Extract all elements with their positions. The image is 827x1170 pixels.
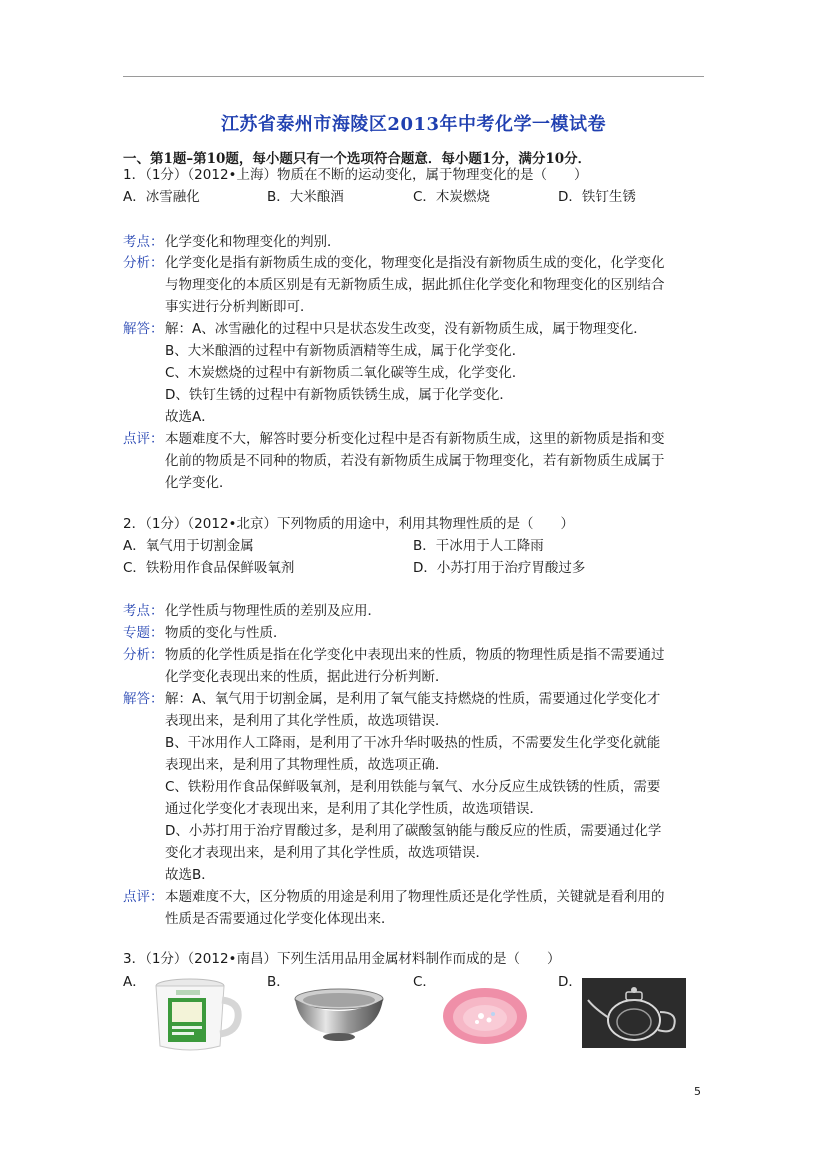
mug-image	[150, 974, 242, 1056]
q2-stem: 2．（1分）（2012•北京）下列物质的用途中，利用其物理性质的是（ ）	[123, 516, 574, 532]
q2-option-b: B．干冰用于人工降雨	[413, 538, 544, 554]
q3-option-d: D．	[558, 974, 582, 990]
q2-fenxi-line: 物质的化学性质是指在化学变化中表现出来的性质，物质的物理性质是指不需要通过	[165, 647, 665, 663]
page-title: 江苏省泰州市海陵区2013年中考化学一模试卷	[220, 114, 607, 135]
steel-bowl-image	[292, 987, 386, 1043]
q2-zhuanti: 物质的变化与性质．	[165, 625, 287, 641]
q1-dianping-line: 化前的物质是不同种的物质，若没有新物质生成属于物理变化，若有新物质生成属于	[165, 453, 665, 469]
q3-option-b: B．	[267, 974, 290, 990]
section-heading: 一、第1题–第10题，每小题只有一个选项符合题意．每小题1分，满分10分．	[123, 151, 592, 167]
q2-fenxi-line: 化学变化表现出来的性质，据此进行分析判断．	[165, 669, 449, 685]
q1-kaodian: 化学变化和物理变化的判别．	[165, 234, 341, 250]
q1-jieda-line: B、大米酿酒的过程中有新物质酒精等生成，属于化学变化．	[165, 343, 526, 359]
q2-jieda-line: C、铁粉用作食品保鲜吸氧剂，是利用铁能与氧气、水分反应生成铁锈的性质，需要	[165, 779, 661, 795]
q2-jieda-line: 故选B．	[165, 867, 215, 883]
page-number: 5	[694, 1085, 701, 1098]
q2-kaodian: 化学性质与物理性质的差别及应用．	[165, 603, 381, 619]
q1-dianping-tag: 点评：	[123, 431, 164, 447]
q1-fenxi-tag: 分析：	[123, 255, 164, 271]
q1-jieda-line: C、木炭燃烧的过程中有新物质二氧化碳等生成，化学变化．	[165, 365, 526, 381]
q2-zhuanti-tag: 专题：	[123, 625, 164, 641]
q1-fenxi-line: 化学变化是指有新物质生成的变化，物理变化是指没有新物质生成的变化，化学变化	[165, 255, 665, 271]
q2-option-c: C．铁粉用作食品保鲜吸氧剂	[123, 560, 295, 576]
q1-jieda-line: 故选A．	[165, 409, 215, 425]
q1-option-b: B．大米酿酒	[267, 189, 344, 205]
q1-jieda-tag: 解答：	[123, 321, 164, 337]
q2-jieda-line: 解：A、氧气用于切割金属，是利用了氧气能支持燃烧的性质，需要通过化学变化才	[165, 691, 661, 707]
header-rule	[123, 76, 704, 77]
q2-jieda-line: 变化才表现出来，是利用了其化学性质，故选项错误．	[165, 845, 489, 861]
q1-dianping-line: 化学变化．	[165, 475, 233, 491]
glass-teapot-image	[582, 978, 686, 1048]
q3-option-a: A．	[123, 974, 146, 990]
q3-option-c: C．	[413, 974, 436, 990]
q1-fenxi-line: 与物理变化的本质区别是有无新物质生成，据此抓住化学变化和物理变化的区别结合	[165, 277, 665, 293]
q2-dianping-line: 性质是否需要通过化学变化体现出来．	[165, 911, 395, 927]
q1-jieda-line: 解：A、冰雪融化的过程中只是状态发生改变，没有新物质生成，属于物理变化．	[165, 321, 647, 337]
q2-option-d: D．小苏打用于治疗胃酸过多	[413, 560, 586, 576]
q1-option-c: C．木炭燃烧	[413, 189, 490, 205]
q1-jieda-line: D、铁钉生锈的过程中有新物质铁锈生成，属于化学变化．	[165, 387, 513, 403]
q2-dianping-tag: 点评：	[123, 889, 164, 905]
q2-jieda-tag: 解答：	[123, 691, 164, 707]
q3-stem: 3．（1分）（2012•南昌）下列生活用品用金属材料制作而成的是（ ）	[123, 951, 561, 967]
q2-dianping-line: 本题难度不大，区分物质的用途是利用了物理性质还是化学性质，关键就是看利用的	[165, 889, 665, 905]
q1-kaodian-tag: 考点：	[123, 234, 164, 250]
q2-jieda-line: D、小苏打用于治疗胃酸过多，是利用了碳酸氢钠能与酸反应的性质，需要通过化学	[165, 823, 662, 839]
q2-jieda-line: 表现出来，是利用了其化学性质，故选项错误．	[165, 713, 449, 729]
q2-jieda-line: 表现出来，是利用了其物理性质，故选项正确．	[165, 757, 449, 773]
q2-jieda-line: 通过化学变化才表现出来，是利用了其化学性质，故选项错误．	[165, 801, 543, 817]
q1-stem: 1．（1分）（2012•上海）物质在不断的运动变化，属于物理变化的是（ ）	[123, 167, 588, 183]
q1-dianping-line: 本题难度不大，解答时要分析变化过程中是否有新物质生成，这里的新物质是指和变	[165, 431, 665, 447]
plastic-basin-image	[441, 986, 529, 1048]
q2-option-a: A．氧气用于切割金属	[123, 538, 254, 554]
q2-fenxi-tag: 分析：	[123, 647, 164, 663]
q1-option-a: A．冰雪融化	[123, 189, 200, 205]
q2-kaodian-tag: 考点：	[123, 603, 164, 619]
q2-jieda-line: B、干冰用作人工降雨，是利用了干冰升华时吸热的性质，不需要发生化学变化就能	[165, 735, 661, 751]
q1-fenxi-line: 事实进行分析判断即可．	[165, 299, 314, 315]
q1-option-d: D．铁钉生锈	[558, 189, 636, 205]
